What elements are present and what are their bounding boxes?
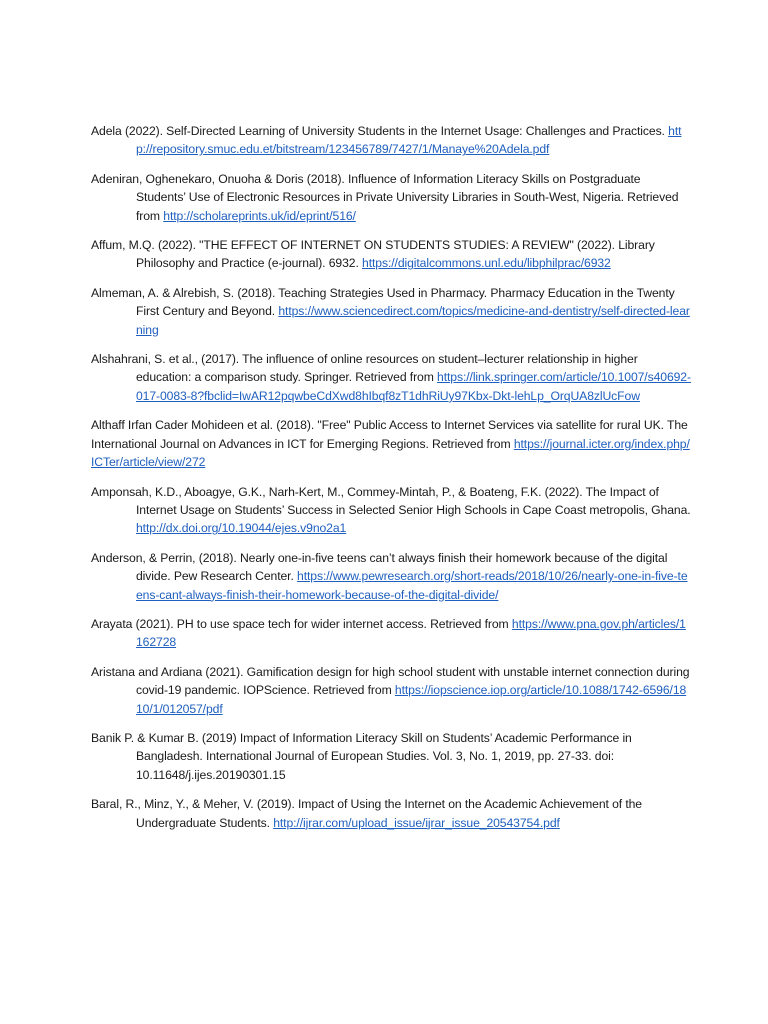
reference-text: Almeman, A. & Alrebish, S. (2018). Teaching Strategies Used in Pharmacy. Pharmacy Education in the Twenty First Century and Beyond. [91, 285, 675, 319]
reference-entry [91, 284, 691, 339]
reference-entry [91, 236, 691, 273]
reference-list [91, 122, 691, 843]
reference-text: Arayata (2021). PH to use space tech for wider internet access. Retrieved from [91, 616, 512, 631]
reference-entry [91, 350, 691, 405]
reference-link[interactable]: https://digitalcommons.unl.edu/libphilprac/6932 [362, 256, 611, 271]
reference-entry [91, 615, 691, 652]
reference-link[interactable]: https://www.pna.gov.ph/articles/1162728 [136, 616, 686, 650]
reference-text: Aristana and Ardiana (2021). Gamification design for high school student with unstable internet connection during covid-19 pandemic. IOPScience. Retrieved from [91, 664, 690, 698]
reference-link[interactable]: http://repository.smuc.edu.et/bitstream/123456789/7427/1/Manaye%20Adela.pdf [136, 124, 682, 157]
reference-link[interactable]: https://link.springer.com/article/10.1007/s40692-017-0083-8?fbclid=IwAR12pqwbeCdXwd8hIbqf8zT1dhRiUy97Kbx-Dkt-lehLp_OrqUA8zlUcFow [136, 370, 691, 403]
reference-link[interactable]: http://dx.doi.org/10.19044/ejes.v9no2a1 [136, 521, 347, 536]
reference-link[interactable]: https://www.sciencedirect.com/topics/medicine-and-dentistry/self-directed-learning [136, 304, 690, 337]
reference-entry [91, 663, 691, 718]
reference-link[interactable]: https://journal.icter.org/index.php/ICTer/article/view/272 [91, 436, 690, 470]
reference-entry [91, 416, 691, 471]
reference-text: Banik P. & Kumar B. (2019) Impact of Information Literacy Skill on Students’ Academic Performance in Bangladesh. International Journal of European Studies. Vol. 3, No. 1, 2019, pp. 27-33. doi: 10.11648/j.ijes.20190301.15 [91, 730, 632, 782]
reference-link[interactable]: http://ijrar.com/upload_issue/ijrar_issue_20543754.pdf [273, 815, 560, 830]
reference-entry [91, 795, 691, 832]
reference-entry [91, 483, 691, 538]
reference-text: Adela (2022). Self-Directed Learning of University Students in the Internet Usage: Challenges and Practices. [91, 124, 669, 138]
reference-entry [91, 170, 691, 225]
reference-text: Anderson, & Perrin, (2018). Nearly one-in-five teens can’t always finish their homework because of the digital divide. Pew Research Center. [91, 550, 668, 584]
reference-link[interactable]: https://iopscience.iop.org/article/10.1088/1742-6596/1810/1/012057/pdf [136, 683, 687, 716]
reference-text: Althaff Irfan Cader Mohideen et al. (2018). "Free" Public Access to Internet Services via satellite for rural UK. The International Journal on Advances in ICT for Emerging Regions. Retrieved from [91, 418, 688, 451]
reference-entry [91, 122, 691, 159]
reference-link[interactable]: https://www.pewresearch.org/short-reads/2018/10/26/nearly-one-in-five-teens-cant-always-finish-their-homework-because-of-the-digital-divide/ [136, 569, 688, 602]
reference-text: Baral, R., Minz, Y., & Meher, V. (2019). Impact of Using the Internet on the Academic Achievement of the Undergraduate Students. [91, 797, 642, 830]
reference-entry [91, 729, 691, 784]
reference-text: Alshahrani, S. et al., (2017). The influence of online resources on student–lecturer relationship in higher education: a comparison study. Springer. Retrieved from [91, 352, 638, 385]
reference-text: Amponsah, K.D., Aboagye, G.K., Narh-Kert, M., Commey-Mintah, P., & Boateng, F.K. (2022). The Impact of Internet Usage on Students’ Success in Selected Senior High Schools in Cape Coast metropolis, Ghana. [91, 484, 691, 517]
reference-text: Affum, M.Q. (2022). "THE EFFECT OF INTERNET ON STUDENTS STUDIES: A REVIEW" (2022). Library Philosophy and Practice (e-journal). 6932. [91, 238, 655, 271]
reference-text: Adeniran, Oghenekaro, Onuoha & Doris (2018). Influence of Information Literacy Skills on Postgraduate Students’ Use of Electronic Resources in Private University Libraries in South-West, Nigeria. Retrieved from [91, 171, 679, 223]
reference-link[interactable]: http://scholareprints.uk/id/eprint/516/ [163, 208, 356, 223]
reference-entry [91, 549, 691, 604]
